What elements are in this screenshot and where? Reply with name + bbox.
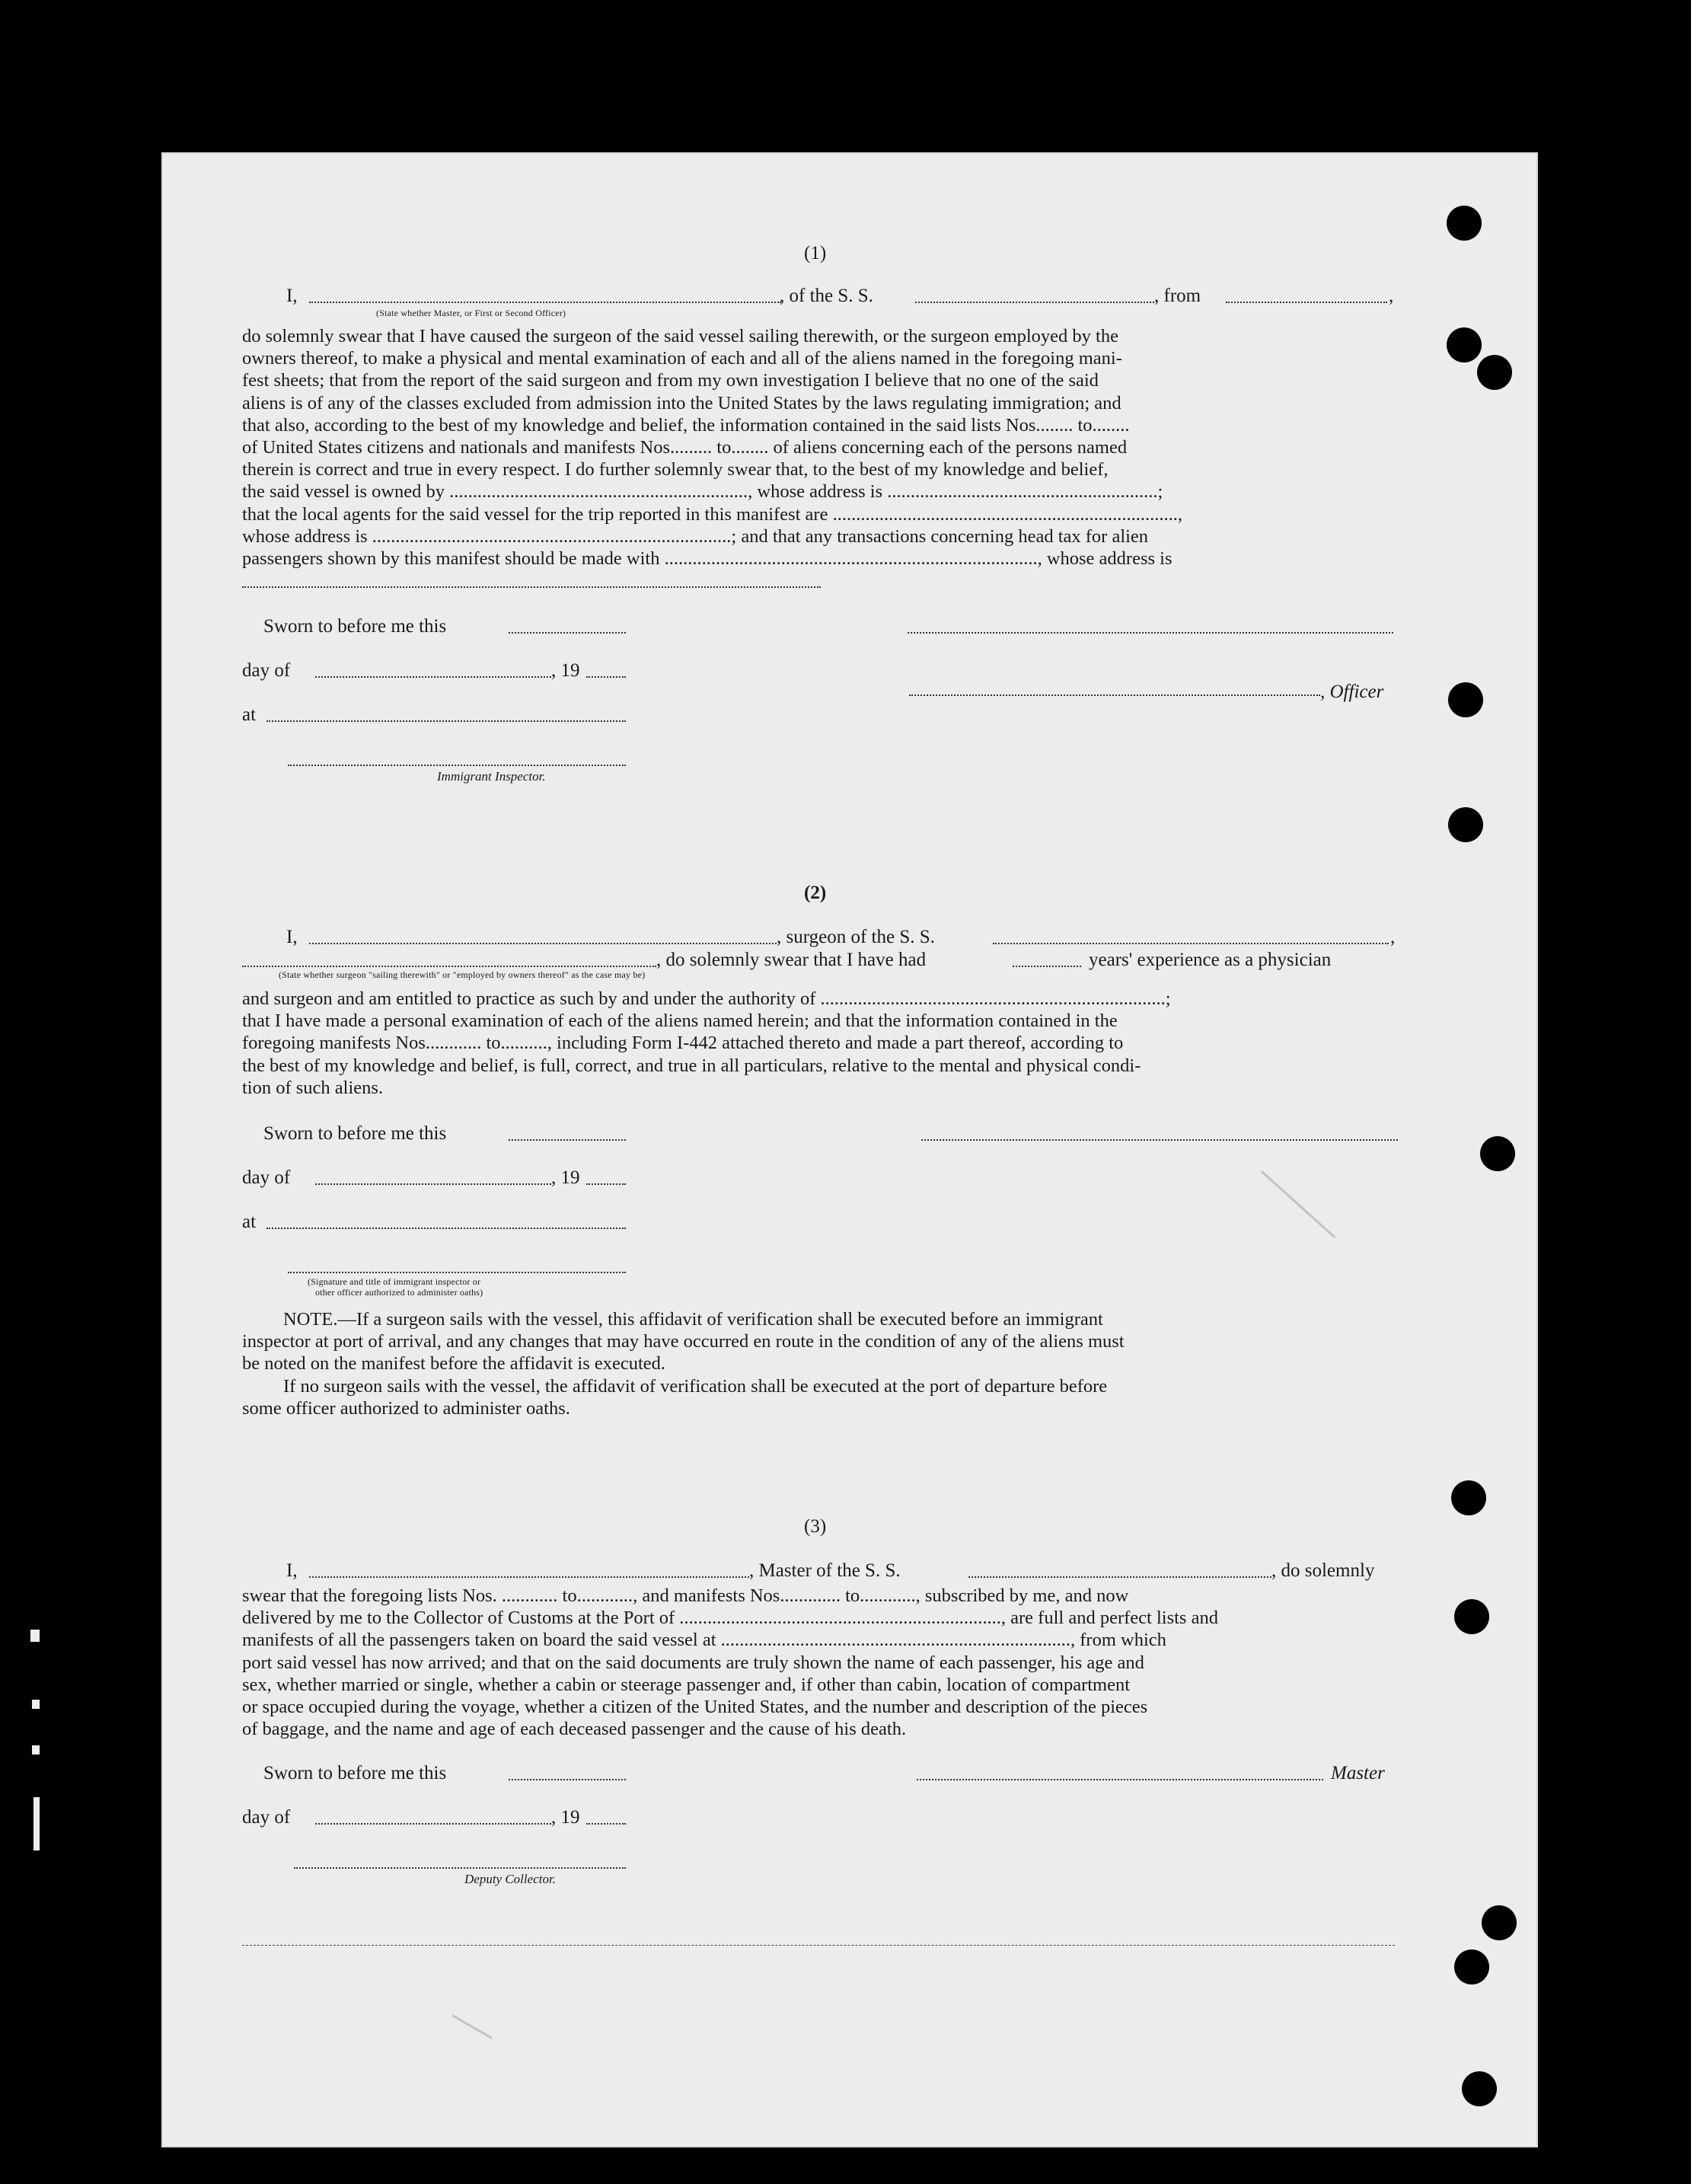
- administering-officer-signature-field[interactable]: [288, 1272, 626, 1273]
- years-experience-label: years' experience as a physician: [1089, 950, 1332, 970]
- inspector-signature-field[interactable]: [288, 765, 626, 766]
- oath-line: that the local agents for the said vessel for the trip reported in this manifest are ..........................................................................,: [242, 503, 1182, 525]
- verification-note: [242, 1308, 1398, 1419]
- sworn-label: Sworn to before me this: [263, 1763, 447, 1783]
- oath-line: the best of my knowledge and belief, is full, correct, and true in all particulars, relative to the mental and physical condi-: [242, 1055, 1141, 1076]
- day-of-label: day of: [242, 660, 291, 681]
- punch-hole: [1447, 206, 1482, 241]
- sworn-date-field[interactable]: [509, 632, 626, 634]
- oath-line: tion of such aliens.: [242, 1077, 384, 1098]
- year-field[interactable]: [586, 1183, 626, 1185]
- master-signature-field[interactable]: [917, 1779, 1323, 1780]
- scan-mark: [32, 1700, 40, 1709]
- officer-name-field[interactable]: [909, 694, 1320, 696]
- punch-hole: [1477, 355, 1512, 390]
- oath-line: passengers shown by this manifest should be made with ................................................................................, whose address is: [242, 548, 1173, 570]
- surgeon-name-field[interactable]: [309, 943, 777, 944]
- note-line: If no surgeon sails with the vessel, the affidavit of verification shall be executed at the port of departure before: [283, 1375, 1108, 1397]
- oath-line: port said vessel has now arrived; and that on the said documents are truly shown the name of each passenger, his age and: [242, 1652, 1144, 1673]
- signature-caption-line-2: other officer authorized to administer oaths): [315, 1287, 483, 1298]
- punch-hole: [1454, 1599, 1489, 1634]
- surgeon-signature-field[interactable]: [921, 1139, 1398, 1141]
- sworn-date-field[interactable]: [509, 1139, 626, 1141]
- punch-hole: [1462, 2071, 1497, 2106]
- at-label: at: [242, 1212, 257, 1232]
- deputy-collector-caption: Deputy Collector.: [464, 1872, 556, 1886]
- of-ss-label: , of the S. S.: [780, 286, 873, 306]
- oath-line: the said vessel is owned by ................................................................, whose address is ..........................................................;: [242, 481, 1163, 503]
- do-solemnly-label: , do solemnly: [1271, 1560, 1375, 1581]
- oath-line: do solemnly swear that I have caused the surgeon of the said vessel sailing therewith, or the surgeon employed by the: [242, 326, 1118, 346]
- day-of-label: day of: [242, 1807, 291, 1828]
- surgeon-status-caption: (State whether surgeon "sailing therewith" or "employed by owners thereof" as the case may be): [279, 969, 646, 980]
- oath-line: swear that the foregoing lists Nos. ............ to............, and manifests Nos............. to............, subscribed by me, and now: [242, 1585, 1129, 1606]
- punch-hole: [1451, 1480, 1486, 1515]
- master-vessel-field[interactable]: [968, 1576, 1271, 1578]
- year-label: , 19: [551, 660, 580, 681]
- scan-mark: [30, 1630, 40, 1642]
- scan-mark: [32, 1745, 40, 1755]
- day-of-label: day of: [242, 1167, 291, 1188]
- oath-line: therein is correct and true in every respect. I do further solemnly swear that, to the best of my knowledge and belief,: [242, 459, 1109, 481]
- section-2-i: I,: [286, 927, 298, 947]
- section-1-oath-text: [242, 325, 1398, 570]
- year-label: , 19: [551, 1807, 580, 1828]
- deputy-collector-signature-field[interactable]: [294, 1867, 626, 1869]
- sworn-label: Sworn to before me this: [263, 616, 447, 637]
- signature-caption-line-1: (Signature and title of immigrant inspector or: [308, 1276, 481, 1287]
- vessel-name-field[interactable]: [915, 302, 1154, 303]
- surgeon-of-ss-label: , surgeon of the S. S.: [777, 927, 935, 947]
- note-line: be noted on the manifest before the affidavit is executed.: [242, 1353, 666, 1375]
- solemnly-swear-label: , do solemnly swear that I have had: [656, 950, 927, 970]
- master-name-field[interactable]: [309, 1576, 749, 1578]
- oath-line: sex, whether married or single, whether a cabin or steerage passenger and, if other than cabin, location of compartment: [242, 1674, 1131, 1695]
- oath-line: and surgeon and am entitled to practice as such by and under the authority of ..........................................................................;: [242, 988, 1171, 1009]
- officer-rank-field[interactable]: [309, 302, 781, 303]
- at-label: at: [242, 704, 257, 725]
- section-2-oath-text: [242, 988, 1398, 1099]
- section-3-i: I,: [286, 1560, 298, 1581]
- officer-rank-caption: (State whether Master, or First or Second Officer): [376, 308, 566, 318]
- master-of-ss-label: , Master of the S. S.: [749, 1560, 901, 1581]
- at-place-field[interactable]: [266, 720, 626, 722]
- sworn-label: Sworn to before me this: [263, 1123, 447, 1144]
- oath-line: that I have made a personal examination of each of the aliens named herein; and that the information contained in the: [242, 1011, 1118, 1032]
- month-field[interactable]: [315, 676, 551, 678]
- oath-line: delivered by me to the Collector of Customs at the Port of ....................................................................., are full and perfect lists and: [242, 1608, 1218, 1629]
- section-3-oath-text: [242, 1585, 1398, 1740]
- year-field[interactable]: [586, 1823, 626, 1825]
- punch-hole: [1480, 1136, 1515, 1171]
- oath-line: of United States citizens and nationals and manifests Nos......... to........ of aliens concerning each of the persons named: [242, 437, 1128, 458]
- sworn-date-field[interactable]: [509, 1779, 626, 1780]
- master-label: Master: [1331, 1763, 1385, 1783]
- oath-line: or space occupied during the voyage, whether a citizen of the United States, and the number and description of the pieces: [242, 1697, 1148, 1718]
- bottom-rule: [242, 1945, 1395, 1946]
- at-place-field[interactable]: [266, 1228, 626, 1229]
- month-field[interactable]: [315, 1823, 551, 1825]
- section-1-number: (1): [804, 243, 827, 263]
- punch-hole: [1448, 807, 1483, 842]
- officer-label: , Officer: [1320, 682, 1384, 702]
- section-1-i: I,: [286, 286, 298, 306]
- oath-line: manifests of all the passengers taken on board the said vessel at ..........................................................................., from which: [242, 1630, 1166, 1651]
- line-end-comma: ,: [1390, 927, 1396, 947]
- years-experience-field[interactable]: [1013, 966, 1081, 967]
- section-3-number: (3): [804, 1516, 827, 1537]
- note-line: inspector at port of arrival, and any changes that may have occurred en route in the condition of any of the aliens must: [242, 1331, 1125, 1352]
- year-label: , 19: [551, 1167, 580, 1188]
- oath-line: owners thereof, to make a physical and mental examination of each and all of the aliens named in the foregoing mani-: [242, 348, 1122, 369]
- note-line: NOTE.—If a surgeon sails with the vessel, this affidavit of verification shall be executed before an immigrant: [283, 1309, 1103, 1330]
- from-label: , from: [1154, 286, 1201, 306]
- surgeon-vessel-field[interactable]: [993, 943, 1389, 944]
- punch-hole: [1454, 1949, 1489, 1984]
- note-line: some officer authorized to administer oaths.: [242, 1397, 570, 1419]
- oath-line: whose address is .............................................................................; and that any transactions concerning head tax for alien: [242, 525, 1149, 547]
- oath-line: foregoing manifests Nos............ to.........., including Form I-442 attached thereto and made a part thereof, according to: [242, 1033, 1124, 1054]
- oath-line: of baggage, and the name and age of each deceased passenger and the cause of his death.: [242, 1719, 907, 1740]
- address-continuation-field[interactable]: [242, 586, 821, 588]
- line-end-comma: ,: [1389, 286, 1394, 306]
- officer-signature-field[interactable]: [908, 632, 1393, 634]
- oath-line: that also, according to the best of my knowledge and belief, the information contained in the said lists Nos........ to........: [242, 414, 1130, 436]
- oath-line: aliens is of any of the classes excluded from admission into the United States by the laws regulating immigration; and: [242, 392, 1121, 413]
- punch-hole: [1448, 682, 1483, 717]
- oath-line: fest sheets; that from the report of the said surgeon and from my own investigation I believe that no one of the said: [242, 370, 1099, 391]
- section-2-number: (2): [804, 883, 827, 903]
- from-port-field[interactable]: [1226, 302, 1387, 303]
- surgeon-status-field[interactable]: [242, 966, 656, 967]
- year-field[interactable]: [586, 676, 626, 678]
- inspector-caption: Immigrant Inspector.: [437, 769, 546, 784]
- punch-hole: [1482, 1905, 1517, 1940]
- punch-hole: [1447, 327, 1482, 362]
- scan-mark: [34, 1797, 40, 1850]
- month-field[interactable]: [315, 1183, 551, 1185]
